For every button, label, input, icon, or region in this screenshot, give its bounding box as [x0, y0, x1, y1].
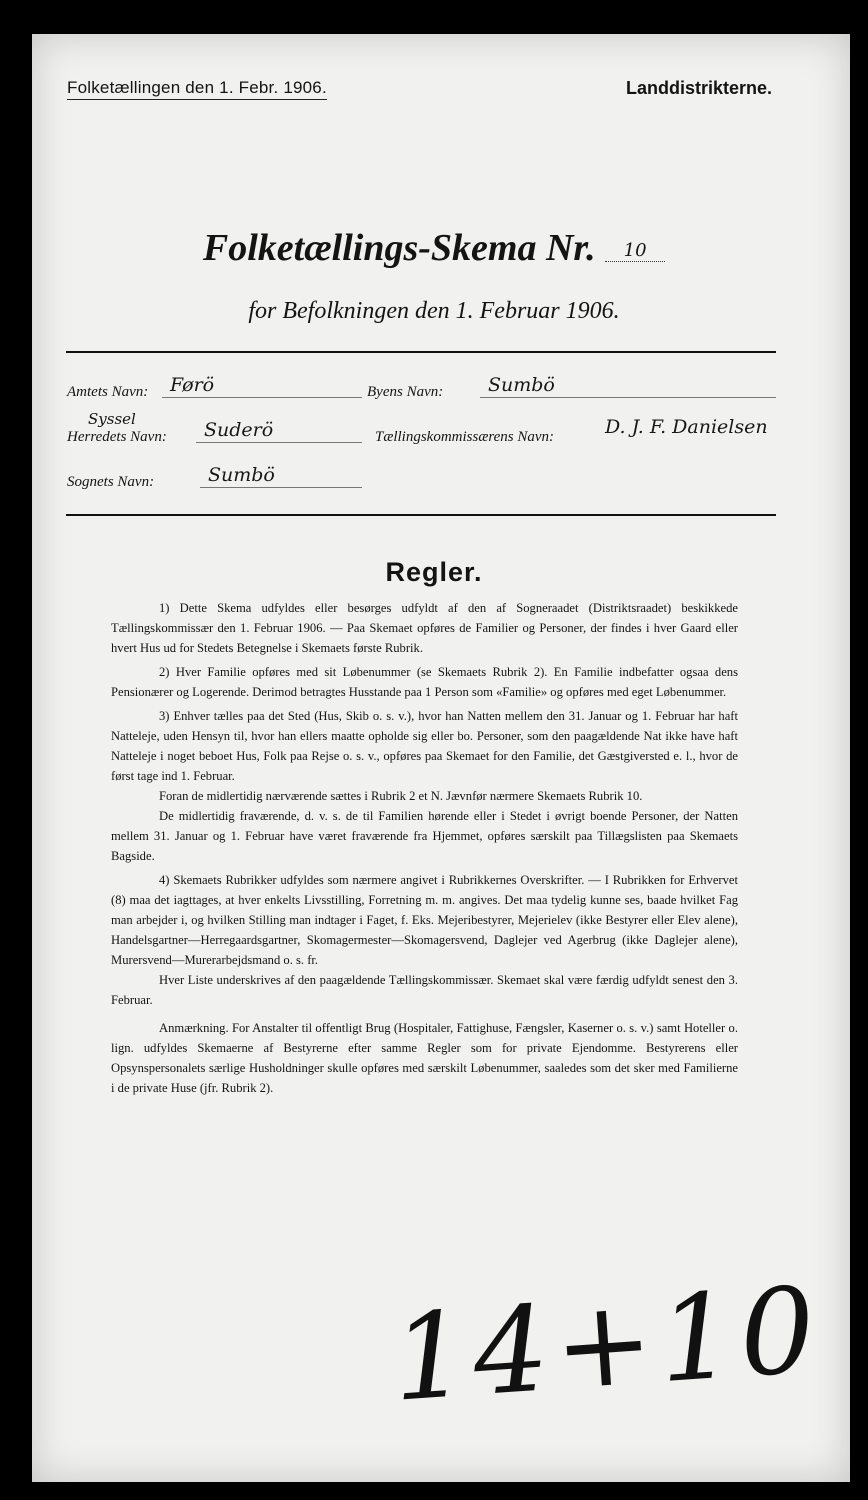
rule-paragraph-1: 1) Dette Skema udfyldes eller besørges udfyldt af den af Sogneraadet (Distriktsraadet) beskikkede Tællingskommissær den 1. Februar 1906. — Paa Skemaet opføres de Familier og Personer, der findes i hver Gaard eller hvert Hus ud for Stedets Betegnelse i Skemaets første Rubrik. [111, 601, 738, 655]
rule-paragraph-3-temporary-present: Foran de midlertidig nærværende sættes i Rubrik 2 et N. Jævnfør nærmere Skemaets Rubrik 10. [159, 789, 643, 803]
form-subtitle: for Befolkningen den 1. Februar 1906. [248, 298, 620, 324]
by-value: Sumbö [480, 376, 776, 398]
form-title-text: Folketællings-Skema Nr. [202, 227, 596, 269]
herred-label: Herredets Navn: [67, 429, 167, 445]
rule-paragraph-signature: Hver Liste underskrives af den paagældende Tællingskommissær. Skemaet skal være færdig udfyldt senest den 3. Februar. [111, 973, 738, 1007]
sogn-label: Sognets Navn: [67, 474, 155, 490]
form-title [0, 226, 868, 270]
rule-remark: Anmærkning. For Anstalter til offentligt Brug (Hospitaler, Fattighuse, Fængsler, Kaserner o. s. v.) samt Hoteller o. lign. udfyldes Skemaerne af Bestyrerne efter samme Regler som for private Ejendomme. Bestyrerens eller Opsynspersonalets særlige Husholdninger skulle opføres med særskilt Løbenummer, saaledes som det sker med Familierne i de private Huse (jfr. Rubrik 2). [111, 1021, 738, 1095]
form-number-handwritten: 10 [605, 240, 665, 262]
rule-paragraph-4: 4) Skemaets Rubrikker udfyldes som nærmere angivet i Rubrikkernes Overskrifter. — I Rubrikken for Erhvervet (8) maa det iagttages, at hver enkelts Livsstilling, Forretning m. m. angives. Det maa tydelig kunne ses, baade hvilket Fag man arbejder i, og hvilken Stilling man indtager i Faget, f. Eks. Mejeribestyrer, Mejerielev (ikke Bestyrer eller Elev alene), Handelsgartner—Herregaardsgartner, Skomagermester—Skomagersvend, Daglejer ved Agerbrug (ikke Daglejer alene), Murersvend—Murerarbejdsmand o. s. fr. [111, 873, 738, 967]
handwritten-total: 14+10 [387, 1260, 826, 1428]
district-type-header: Landdistrikterne. [625, 78, 772, 98]
rules-body [111, 598, 738, 1102]
rule-paragraph-3: 3) Enhver tælles paa det Sted (Hus, Skib o. s. v.), hvor han Natten mellem den 31. Januar og 1. Februar har haft Natteleje, uden Hensyn til, hvor han ellers maatte opholde sig eller bo. Personer, som den paagældende Nat ikke have haft Natteleje i noget beboet Hus, Folk paa Rejse o. s. v., opføres paa Skemaet for den Familie, det Gæstgiversted e. l., hvor de først tage ind 1. Februar. [111, 709, 738, 783]
census-date-header: Folketællingen den 1. Febr. 1906. [67, 78, 327, 100]
by-label: Byens Navn: [367, 384, 444, 400]
amt-value: Førö [162, 376, 362, 398]
divider-top [66, 351, 776, 353]
rule-paragraph-2: 2) Hver Familie opføres med sit Løbenummer (se Skemaets Rubrik 2). En Familie indbefatter ogsaa dens Pensionærer og Logerende. Derimod betragtes Husstande paa 1 Person som «Familie» og opføres med eget Løbenummer. [111, 665, 738, 699]
rule-paragraph-3-temporary-absent: De midlertidig fraværende, d. v. s. de til Familien hørende eller i Stedet i øvrigt boende Personer, der Natten mellem 31. Januar og 1. Februar have været fraværende fra Hjemmet, opføres særskilt paa Tillægslisten paa Skemaets Bagside. [111, 809, 738, 863]
herred-value: Suderö [196, 421, 362, 443]
kommissaer-label: Tællingskommissærens Navn: [375, 429, 555, 445]
rules-heading: Regler. [385, 557, 483, 587]
herred-correction-handwritten: Syssel [88, 410, 136, 428]
kommissaer-value: D. J. F. Danielsen [605, 416, 768, 438]
divider-bottom [66, 514, 776, 516]
sogn-value: Sumbö [200, 466, 362, 488]
amt-label: Amtets Navn: [67, 384, 149, 400]
